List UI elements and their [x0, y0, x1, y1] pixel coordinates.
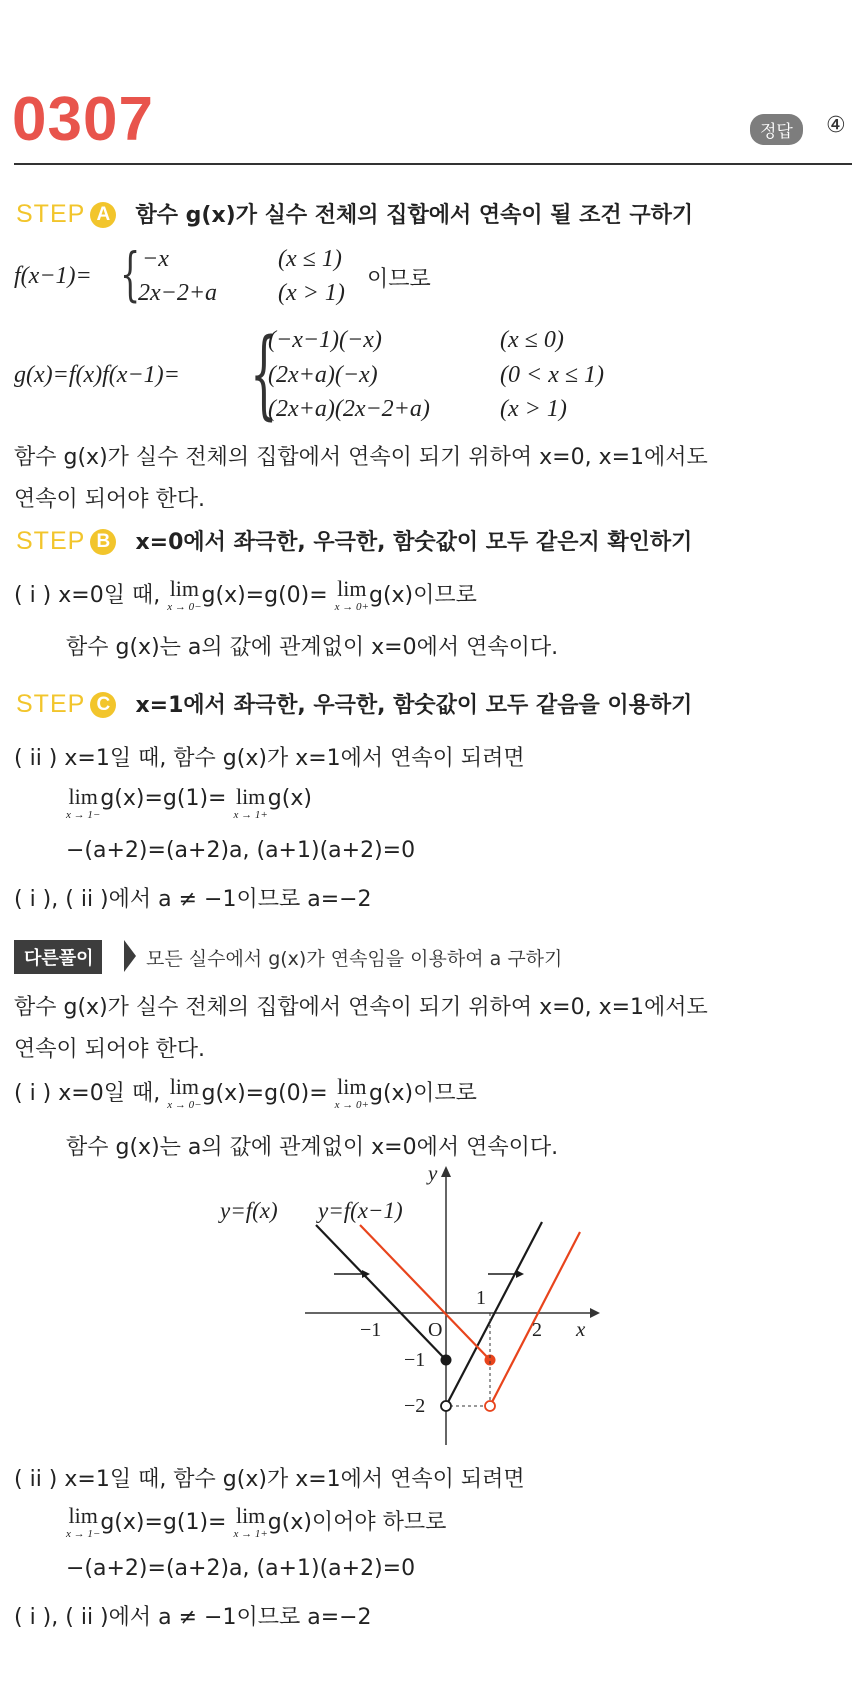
step-a-para-line2: 연속이 되어야 한다. — [14, 487, 205, 512]
tick-y-neg2: −2 — [404, 1395, 426, 1417]
f-shift-case1-cond: (x ≤ 1) — [278, 246, 342, 272]
lim-left-1 — [66, 786, 100, 821]
alt-equation: −(a+2)=(a+2)a, (a+1)(a+2)=0 — [66, 1556, 416, 1581]
f-shift-lhs: f(x−1)= — [14, 263, 92, 289]
lim-right-0 — [335, 578, 369, 613]
lim-sub: x → 0+ — [334, 601, 369, 613]
f-shift-case2-cond: (x > 1) — [278, 280, 345, 306]
alt-case-i-prefix: ( i ) x=0일 때, — [14, 1081, 161, 1106]
origin-label: O — [428, 1319, 443, 1341]
lim-sub: x → 1+ — [233, 1528, 268, 1540]
step-b-heading — [16, 525, 692, 556]
alt-case-i — [14, 1076, 477, 1111]
lim-sub: x → 1− — [66, 1528, 101, 1540]
step-a-letter: A — [90, 202, 116, 228]
g-case3-cond: (x > 1) — [500, 396, 567, 422]
lim-word: lim — [68, 784, 98, 809]
alt-solution-tag: 다른풀이 — [14, 940, 102, 974]
y-axis-arrow — [441, 1166, 451, 1177]
lim-word: lim — [337, 576, 367, 601]
step-a-label: STEP — [16, 200, 86, 228]
step-a-heading — [16, 198, 693, 229]
alt-para-line1: 함수 g(x)가 실수 전체의 집합에서 연속이 되기 위하여 x=0, x=1에서도 — [14, 995, 708, 1020]
lim-word: lim — [169, 576, 200, 601]
lim-word: lim — [169, 1074, 200, 1099]
f-shift-case2-expr: 2x−2+a — [138, 280, 218, 306]
header-rule — [14, 163, 852, 165]
alt-solution-title: 모든 실수에서 g(x)가 연속임을 이용하여 a 구하기 — [146, 948, 563, 970]
label-f-shift: y=f(x−1) — [318, 1198, 403, 1223]
x-axis-arrow — [590, 1308, 600, 1318]
f-right-line — [446, 1222, 542, 1406]
step-b-case-i-line2: 함수 g(x)는 a의 값에 관계없이 x=0에서 연속이다. — [66, 635, 559, 660]
alt-lim-left-1 — [66, 1505, 100, 1540]
step-c-lim-line — [66, 786, 312, 821]
axis-x-label: x — [576, 1317, 586, 1341]
f-open-point — [441, 1401, 451, 1411]
step-b-letter: B — [90, 529, 116, 555]
f-shift-brace: { — [120, 240, 141, 308]
g-case2-cond: (0 < x ≤ 1) — [500, 362, 605, 388]
alt-lim-right-1 — [233, 1505, 267, 1540]
alt-case-ii-end: g(x)이어야 하므로 — [267, 1510, 447, 1535]
f-shift-suffix: 이므로 — [367, 267, 431, 292]
alt-case-i-mid: g(x)=g(0)= — [201, 1081, 328, 1106]
g-brace: { — [250, 318, 278, 430]
label-f: y=f(x) — [220, 1198, 278, 1223]
step-a-para-line1: 함수 g(x)가 실수 전체의 집합에서 연속이 되기 위하여 x=0, x=1에서도 — [14, 445, 708, 470]
step-c-letter: C — [90, 692, 116, 718]
step-c-case-ii-end: g(x) — [267, 786, 312, 811]
alt-case-i-line2: 함수 g(x)는 a의 값에 관계없이 x=0에서 연속이다. — [66, 1135, 559, 1160]
alt-lim-line — [66, 1505, 446, 1540]
alt-para-line2: 연속이 되어야 한다. — [14, 1037, 205, 1062]
tick-x-neg1: −1 — [360, 1319, 382, 1341]
g-case3-expr: (2x+a)(2x−2+a) — [268, 396, 430, 422]
graph — [200, 1160, 620, 1450]
lim-left-0 — [167, 578, 201, 613]
step-b-label: STEP — [16, 527, 86, 555]
step-c-case-ii-mid: g(x)=g(1)= — [100, 786, 227, 811]
alt-conclusion: ( i ), ( ii )에서 a ≠ −1이므로 a=−2 — [14, 1605, 372, 1630]
answer-value: ④ — [826, 113, 846, 138]
lim-word: lim — [68, 1503, 98, 1528]
alt-tag-arrow — [124, 940, 136, 972]
step-c-equation: −(a+2)=(a+2)a, (a+1)(a+2)=0 — [66, 838, 416, 863]
alt-lim-left-0 — [167, 1076, 201, 1111]
lim-sub: x → 1+ — [233, 809, 268, 821]
lim-word: lim — [337, 1074, 367, 1099]
step-b-case-i-end: g(x)이므로 — [368, 583, 477, 608]
tick-y-neg1: −1 — [404, 1349, 426, 1371]
step-c-heading — [16, 688, 692, 719]
lim-word: lim — [235, 1503, 266, 1528]
step-b-title: x=0에서 좌극한, 우극한, 함숫값이 모두 같은지 확인하기 — [135, 530, 693, 555]
lim-sub: x → 0− — [167, 601, 202, 613]
lim-right-1 — [233, 786, 267, 821]
f-shift-case1-expr: −x — [142, 246, 169, 272]
step-c-case-ii-line1: ( ii ) x=1일 때, 함수 g(x)가 x=1에서 연속이 되려면 — [14, 746, 525, 771]
shift-arrow-right-head — [516, 1270, 524, 1278]
g-case1-cond: (x ≤ 0) — [500, 327, 564, 353]
alt-case-i-end: g(x)이므로 — [368, 1081, 477, 1106]
step-c-title: x=1에서 좌극한, 우극한, 함숫값이 모두 같음을 이용하기 — [135, 693, 693, 718]
step-b-case-i-prefix: ( i ) x=0일 때, — [14, 583, 161, 608]
answer-badge: 정답 — [750, 114, 803, 145]
step-a-title: 함수 g(x)가 실수 전체의 집합에서 연속이 될 조건 구하기 — [135, 203, 694, 228]
g-case1-expr: (−x−1)(−x) — [268, 327, 382, 353]
axis-y-label: y — [428, 1161, 438, 1185]
step-c-label: STEP — [16, 690, 86, 718]
lim-sub: x → 0+ — [334, 1099, 369, 1111]
step-b-case-i-mid: g(x)=g(0)= — [201, 583, 328, 608]
lim-sub: x → 0− — [167, 1099, 202, 1111]
lim-word: lim — [235, 784, 266, 809]
g-lhs: g(x)=f(x)f(x−1)= — [14, 362, 180, 388]
problem-number: 0307 — [12, 85, 154, 154]
g-case2-expr: (2x+a)(−x) — [268, 362, 378, 388]
lim-sub: x → 1− — [66, 809, 101, 821]
alt-case-ii-line1: ( ii ) x=1일 때, 함수 g(x)가 x=1에서 연속이 되려면 — [14, 1467, 525, 1492]
alt-case-ii-mid: g(x)=g(1)= — [100, 1510, 227, 1535]
tick-x-1: 1 — [476, 1287, 486, 1309]
f-shift-open-point — [485, 1401, 495, 1411]
step-b-case-i — [14, 578, 477, 613]
step-c-conclusion: ( i ), ( ii )에서 a ≠ −1이므로 a=−2 — [14, 887, 372, 912]
f-closed-point — [441, 1355, 452, 1366]
tick-x-2: 2 — [532, 1319, 542, 1341]
alt-lim-right-0 — [335, 1076, 369, 1111]
